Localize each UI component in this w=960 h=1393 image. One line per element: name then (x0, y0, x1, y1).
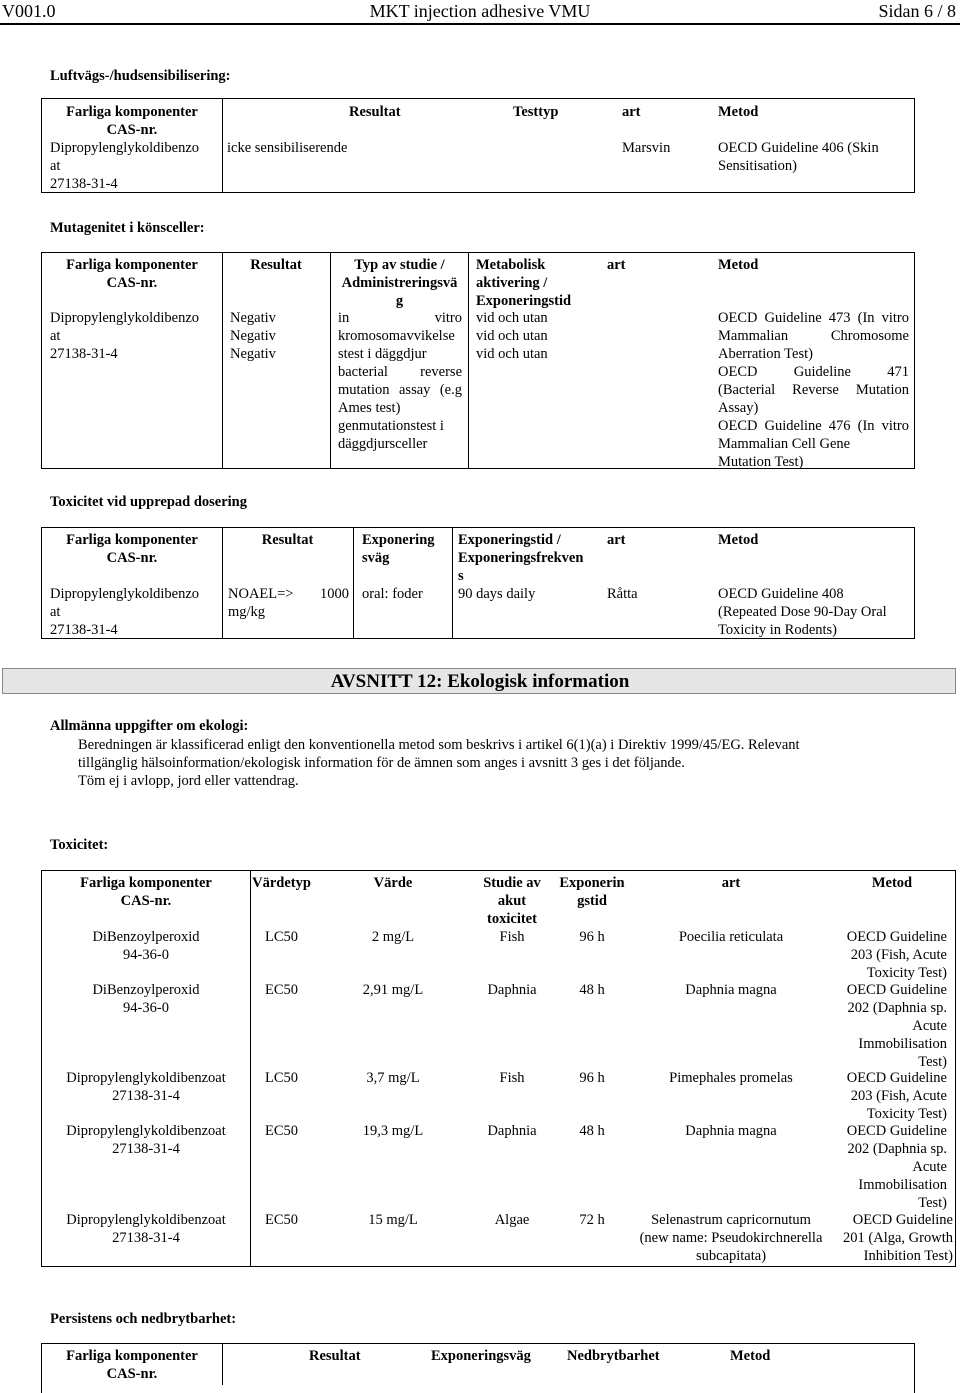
tox-row-5-vtyp: EC50 (264, 1212, 299, 1228)
tox-row-3-exp: 96 h (579, 1070, 605, 1086)
rep-col-time: Exponeringstid / Exponeringsfrekven s (458, 532, 584, 584)
pers-heading: Persistens och nedbrytbarhet: (50, 1311, 237, 1327)
tox-row-1-varde: 2 mg/L (371, 929, 415, 945)
mut-col-art: art (607, 257, 626, 273)
mut-col-typ: Typ av studie / Administreringsvä g (341, 257, 458, 309)
tox-row-2-varde: 2,91 mg/L (362, 982, 424, 998)
mut-col-comp: Farliga komponenter CAS-nr. (66, 257, 198, 291)
tox-row-5-exp: 72 h (579, 1212, 605, 1228)
tox-row-2-exp: 48 h (579, 982, 605, 998)
tox-row-2-studie: Daphnia (487, 982, 537, 998)
tox-col-exp: Exponerin gstid (559, 875, 625, 909)
tox-row-1-exp: 96 h (579, 929, 605, 945)
sens-result: icke sensibiliserende (227, 140, 348, 156)
tox-row-1-vtyp: LC50 (264, 929, 299, 945)
tox-row-1-studie: Fish (499, 929, 525, 945)
sens-component: Dipropylenglykoldibenzo at 27138-31-4 (50, 140, 200, 192)
pers-col-ned: Nedbrytbarhet (567, 1348, 660, 1364)
mut-typ: in vitro kromosomavvikelse stest i däggdjur bacterial reverse mutation assay (e.g Ames test) genmutationstest i däggdjursceller (338, 310, 462, 452)
mut-col-result: Resultat (250, 257, 302, 273)
mut-heading: Mutagenitet i könsceller: (50, 220, 205, 236)
rep-time: 90 days daily (458, 586, 536, 602)
sens-heading: Luftvägs-/hudsensibilisering: (50, 68, 231, 84)
pers-col-exp: Exponeringsväg (431, 1348, 531, 1364)
rep-metod: OECD Guideline 408 (Repeated Dose 90-Day Oral Toxicity in Rodents) (718, 586, 887, 638)
mut-results: Negativ Negativ Negativ (230, 310, 276, 362)
tox-col-art: art (721, 875, 741, 891)
eco-heading: Allmänna uppgifter om ekologi: (50, 718, 249, 734)
pers-col-result: Resultat (309, 1348, 361, 1364)
rep-component: Dipropylenglykoldibenzo at 27138-31-4 (50, 586, 200, 638)
tox-col-metod: Metod (871, 875, 913, 891)
tox-row-4-studie: Daphnia (487, 1123, 537, 1139)
tox-col-varde: Värde (373, 875, 413, 891)
sens-col-comp: Farliga komponenter CAS-nr. (66, 104, 198, 138)
tox-row-4-varde: 19,3 mg/L (362, 1123, 424, 1139)
tox-row-5-studie: Algae (494, 1212, 530, 1228)
tox-col-vtyp: Värdetyp (252, 875, 311, 891)
tox-row-3-comp: Dipropylenglykoldibenzoat 27138-31-4 (66, 1070, 226, 1104)
sens-col-result: Resultat (349, 104, 401, 120)
sens-art: Marsvin (622, 140, 671, 156)
doc-version: V001.0 (2, 1, 56, 21)
page-number: Sidan 6 / 8 (878, 1, 956, 21)
tox-row-2-comp: DiBenzoylperoxid 94-36-0 (92, 982, 200, 1016)
tox-row-1-art: Poecilia reticulata (678, 929, 784, 945)
mut-met: vid och utan vid och utan vid och utan (476, 310, 548, 362)
page-header (0, 0, 960, 22)
section-12-title: AVSNITT 12: Ekologisk information (330, 671, 630, 692)
doc-title: MKT injection adhesive VMU (369, 1, 591, 21)
mut-col-metod: Metod (718, 257, 759, 273)
sens-metod: OECD Guideline 406 (Skin Sensitisation) (718, 140, 879, 174)
tox-row-2-art: Daphnia magna (685, 982, 777, 998)
tox-row-5-metod: OECD Guideline 201 (Alga, Growth Inhibition Test) (843, 1212, 953, 1264)
mut-component: Dipropylenglykoldibenzo at 27138-31-4 (50, 310, 200, 362)
tox-row-4-art: Daphnia magna (685, 1123, 777, 1139)
rep-result: NOAEL=> 1000 mg/kg (228, 586, 349, 620)
pers-col-metod: Metod (730, 1348, 771, 1364)
rep-exp: oral: foder (362, 586, 423, 602)
mut-metod: OECD Guideline 473 (In vitro Mammalian Chromosome Aberration Test) OECD Guideline 471 (Bacterial Reverse Mutation Assay) OECD Guideline 476 (In vitro Mammalian Cell Gene Mutation Test) (718, 310, 909, 470)
tox-row-1-comp: DiBenzoylperoxid 94-36-0 (92, 929, 200, 963)
mut-col-met: Metabolisk aktivering / Exponeringstid (476, 257, 572, 309)
sens-col-testtyp: Testtyp (513, 104, 559, 120)
tox-row-5-varde: 15 mg/L (368, 1212, 418, 1228)
sens-col-art: art (622, 104, 641, 120)
tox-row-3-art: Pimephales promelas (669, 1070, 793, 1086)
tox-row-3-vtyp: LC50 (264, 1070, 299, 1086)
tox-row-4-exp: 48 h (579, 1123, 605, 1139)
tox-col-studie: Studie av akut toxicitet (483, 875, 541, 927)
rep-art: Råtta (607, 586, 638, 602)
tox-row-2-vtyp: EC50 (264, 982, 299, 998)
tox-row-3-varde: 3,7 mg/L (366, 1070, 420, 1086)
rep-col-exp: Exponering sväg (362, 532, 435, 566)
tox-row-4-comp: Dipropylenglykoldibenzoat 27138-31-4 (66, 1123, 226, 1157)
tox-row-4-vtyp: EC50 (264, 1123, 299, 1139)
rep-col-metod: Metod (718, 532, 759, 548)
tox-row-4-metod: OECD Guideline 202 (Daphnia sp. Acute Immobilisation Test) (846, 1123, 947, 1211)
rep-col-result: Resultat (261, 532, 314, 548)
rep-col-comp: Farliga komponenter CAS-nr. (66, 532, 198, 566)
tox-row-3-metod: OECD Guideline 203 (Fish, Acute Toxicity Test) (846, 1070, 947, 1122)
rep-heading: Toxicitet vid upprepad dosering (50, 494, 247, 510)
tox-col-comp: Farliga komponenter CAS-nr. (80, 875, 212, 909)
pers-col-comp: Farliga komponenter CAS-nr. (66, 1348, 198, 1382)
tox-row-5-art: Selenastrum capricornutum (new name: Pseudokirchnerella subcapitata) (639, 1212, 823, 1264)
rep-col-art: art (607, 532, 626, 548)
tox-heading: Toxicitet: (50, 837, 109, 853)
tox-row-3-studie: Fish (499, 1070, 525, 1086)
tox-row-1-metod: OECD Guideline 203 (Fish, Acute Toxicity Test) (846, 929, 947, 981)
tox-row-2-metod: OECD Guideline 202 (Daphnia sp. Acute Immobilisation Test) (846, 982, 947, 1070)
eco-text: Beredningen är klassificerad enligt den konventionella metod som beskrivs i artikel 6(1)(a) i Direktiv 1999/45/EG. Relevant tillgänglig hälsoinformation/ekologisk information för de ämnen som anges i avsnitt 3 ges i det följande. Töm ej i avlopp, jord eller vattendrag. (78, 737, 800, 789)
sens-col-metod: Metod (718, 104, 759, 120)
tox-row-5-comp: Dipropylenglykoldibenzoat 27138-31-4 (66, 1212, 226, 1246)
header-rule (0, 23, 960, 25)
